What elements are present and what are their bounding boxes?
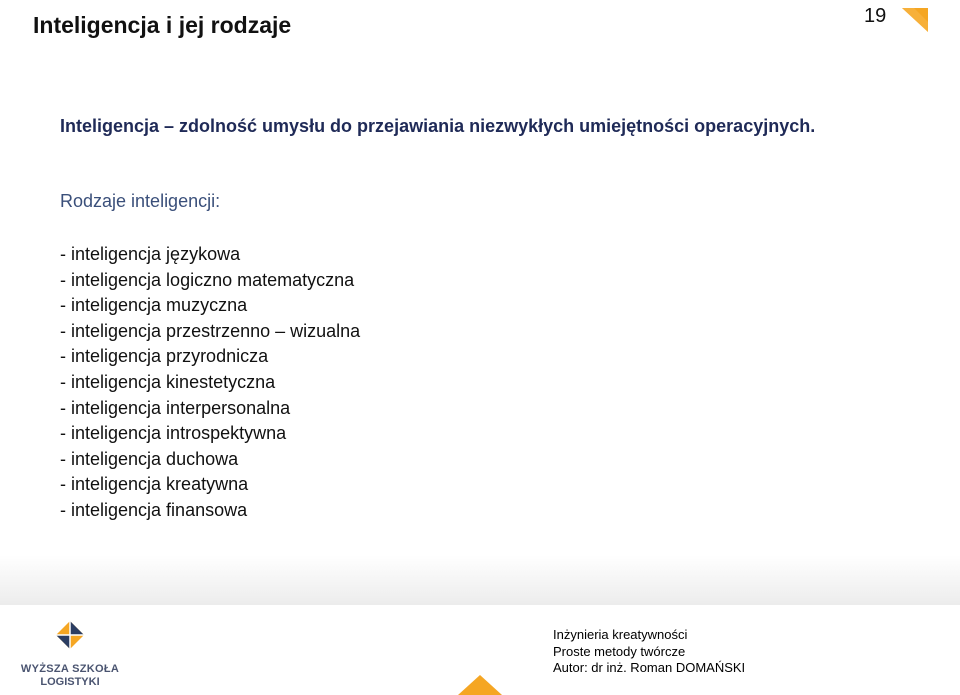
course-name: Inżynieria kreatywności xyxy=(553,627,688,642)
corner-triangle-icon xyxy=(900,6,930,34)
list-item: - inteligencja przyrodnicza xyxy=(60,346,269,367)
list-item: - inteligencja kinestetyczna xyxy=(60,371,276,392)
list-item: - inteligencja przestrzenno – wizualna xyxy=(60,320,361,341)
author-name: Autor: dr inż. Roman DOMAŃSKI xyxy=(553,660,746,675)
list-item: - inteligencja językowa xyxy=(60,244,241,264)
footer-gradient xyxy=(0,555,960,605)
footer-info xyxy=(553,627,745,677)
school-logo xyxy=(20,619,120,689)
list-item: - inteligencja duchowa xyxy=(60,448,239,469)
list-item: - inteligencja muzyczna xyxy=(60,295,248,316)
types-heading: Rodzaje inteligencji: xyxy=(60,191,221,211)
list-item: - inteligencja finansowa xyxy=(60,499,248,520)
types-list xyxy=(60,242,360,524)
page-number: 19 xyxy=(864,5,887,27)
logo-text-line2: LOGISTYKI xyxy=(40,676,100,688)
list-item: - inteligencja interpersonalna xyxy=(60,397,291,418)
logo-icon xyxy=(20,619,120,663)
list-item: - inteligencja kreatywna xyxy=(60,474,249,495)
topic-name: Proste metody twórcze xyxy=(553,643,686,659)
footer xyxy=(0,605,960,695)
slide-title: Inteligencja i jej rodzaje xyxy=(33,12,292,38)
logo-text-line1: WYŻSZA SZKOŁA xyxy=(20,663,120,675)
list-item: - inteligencja introspektywna xyxy=(60,423,287,444)
list-item: - inteligencja logiczno matematyczna xyxy=(60,269,355,290)
definition-text: Inteligencja – zdolność umysłu do przejawiania niezwykłych umiejętności operacyjnych. xyxy=(60,116,816,136)
bottom-triangle-icon xyxy=(458,675,502,695)
